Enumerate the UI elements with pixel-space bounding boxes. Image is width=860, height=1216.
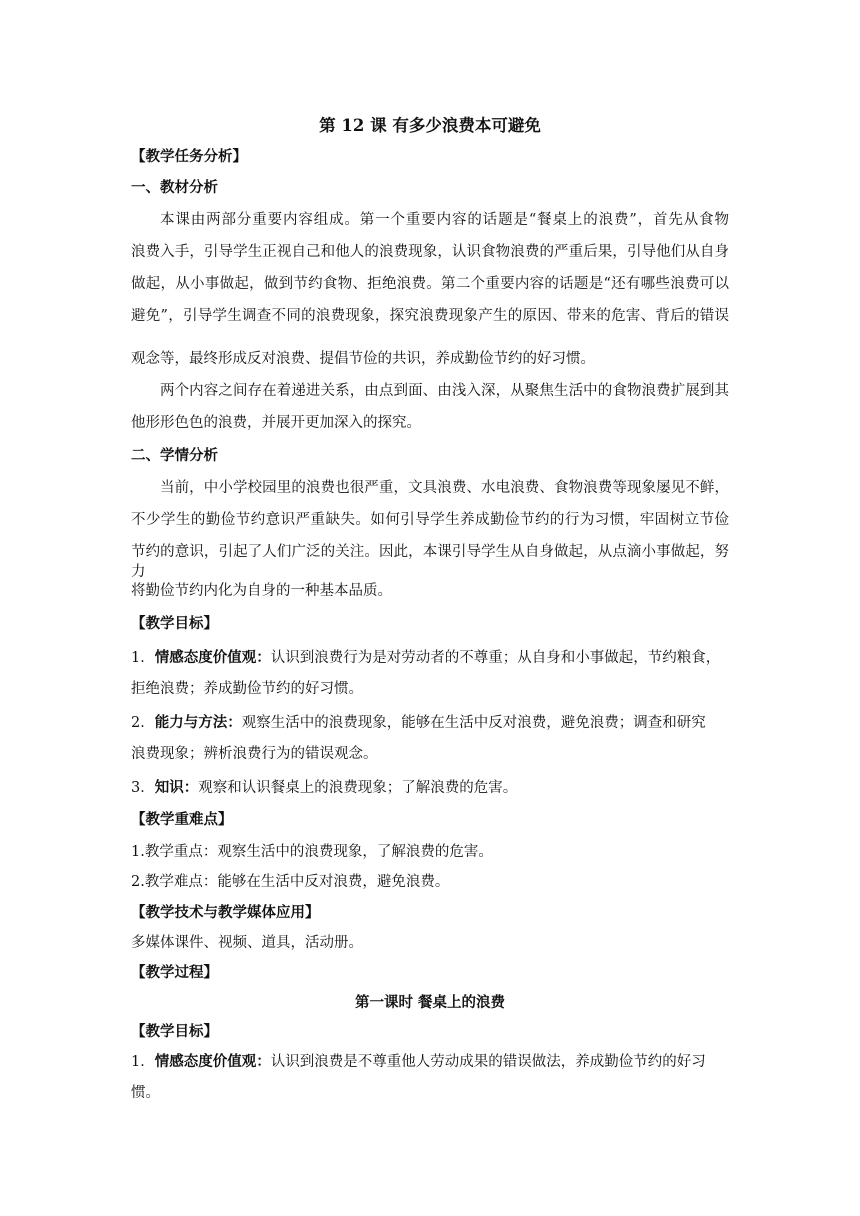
paragraph-line: 两个内容之间存在着递进关系，由点到面、由浅入深，从聚焦生活中的食物浪费扩展到其 [160,383,729,399]
media-list: 多媒体课件、视频、道具，活动册。 [131,935,363,951]
paragraph-line: 将勤俭节约内化为自身的一种基本品质。 [131,583,392,599]
goal-number: 1． [131,1054,155,1070]
heading-teaching-goals: 【教学目标】 [131,616,218,632]
goal-text: 认识到浪费行为是对劳动者的不尊重；从自身和小事做起，节约粮食， [270,650,721,666]
difficult-point: 2.教学难点：能够在生活中反对浪费，避免浪费。 [131,874,450,890]
heading-material-analysis: 一、教材分析 [131,180,218,196]
goal-label: 知识： [154,779,199,796]
paragraph-line: 不少学生的勤俭节约意识严重缺失。如何引导学生养成勤俭节约的行为习惯，牢固树立节俭 [131,512,729,528]
paragraph-line: 他形形色色的浪费，并展开更加深入的探究。 [131,415,421,431]
goal-continuation: 浪费现象；辨析浪费行为的错误观念。 [131,746,378,762]
goal-text: 观察和认识餐桌上的浪费现象；了解浪费的危害。 [198,780,518,796]
heading-process: 【教学过程】 [131,965,218,981]
paragraph-line: 做起，从小事做起，做到节约食物、拒绝浪费。第二个重要内容的话题是“还有哪些浪费可以 [131,276,729,292]
goal-number: 3． [131,780,155,796]
heading-media: 【教学技术与教学媒体应用】 [131,905,320,921]
key-point: 1.教学重点：观察生活中的浪费现象，了解浪费的危害。 [131,844,493,860]
goal-continuation: 惯。 [131,1085,160,1101]
goal-item [131,648,729,668]
heading-key-points: 【教学重难点】 [131,812,233,828]
paragraph-line: 避免”，引导学生调查不同的浪费现象，探究浪费现象产生的原因、带来的危害、背后的错误 [131,308,729,324]
paragraph-line: 当前，中小学校园里的浪费也很严重，文具浪费、水电浪费、食物浪费等现象屡见不鲜， [160,480,729,496]
goal-label: 情感态度价值观： [154,649,271,666]
paragraph-line: 本课由两部分重要内容组成。第一个重要内容的话题是“餐桌上的浪费”，首先从食物 [160,212,729,228]
paragraph-line: 观念等，最终形成反对浪费、提倡节俭的共识，养成勤俭节约的好习惯。 [131,351,595,367]
goal-number: 1． [131,650,155,666]
goal-text: 观察生活中的浪费现象，能够在生活中反对浪费，避免浪费；调查和研究 [241,715,706,731]
heading-student-analysis: 二、学情分析 [131,448,218,464]
goal-number: 2． [131,715,155,731]
lesson-session-title: 第一课时 餐桌上的浪费 [354,995,506,1011]
goal-label: 能力与方法： [154,714,242,731]
lesson-title: 第 12 课 有多少浪费本可避免 [319,116,541,135]
goal-item [131,778,729,798]
goal-label: 情感态度价值观： [154,1053,271,1070]
paragraph-line: 浪费入手，引导学生正视自己和他人的浪费现象，认识食物浪费的严重后果，引导他们从自身 [131,244,729,260]
goal-item [131,1052,729,1072]
goal-continuation: 拒绝浪费；养成勤俭节约的好习惯。 [131,681,363,697]
heading-teaching-goals: 【教学目标】 [131,1024,218,1040]
heading-task-analysis: 【教学任务分析】 [131,149,247,165]
goal-item [131,713,729,733]
paragraph-line: 节约的意识，引起了人们广泛的关注。因此，本课引导学生从自身做起，从点滴小事做起，努力 [131,544,729,580]
goal-text: 认识到浪费是不尊重他人劳动成果的错误做法，养成勤俭节约的好习 [270,1054,706,1070]
